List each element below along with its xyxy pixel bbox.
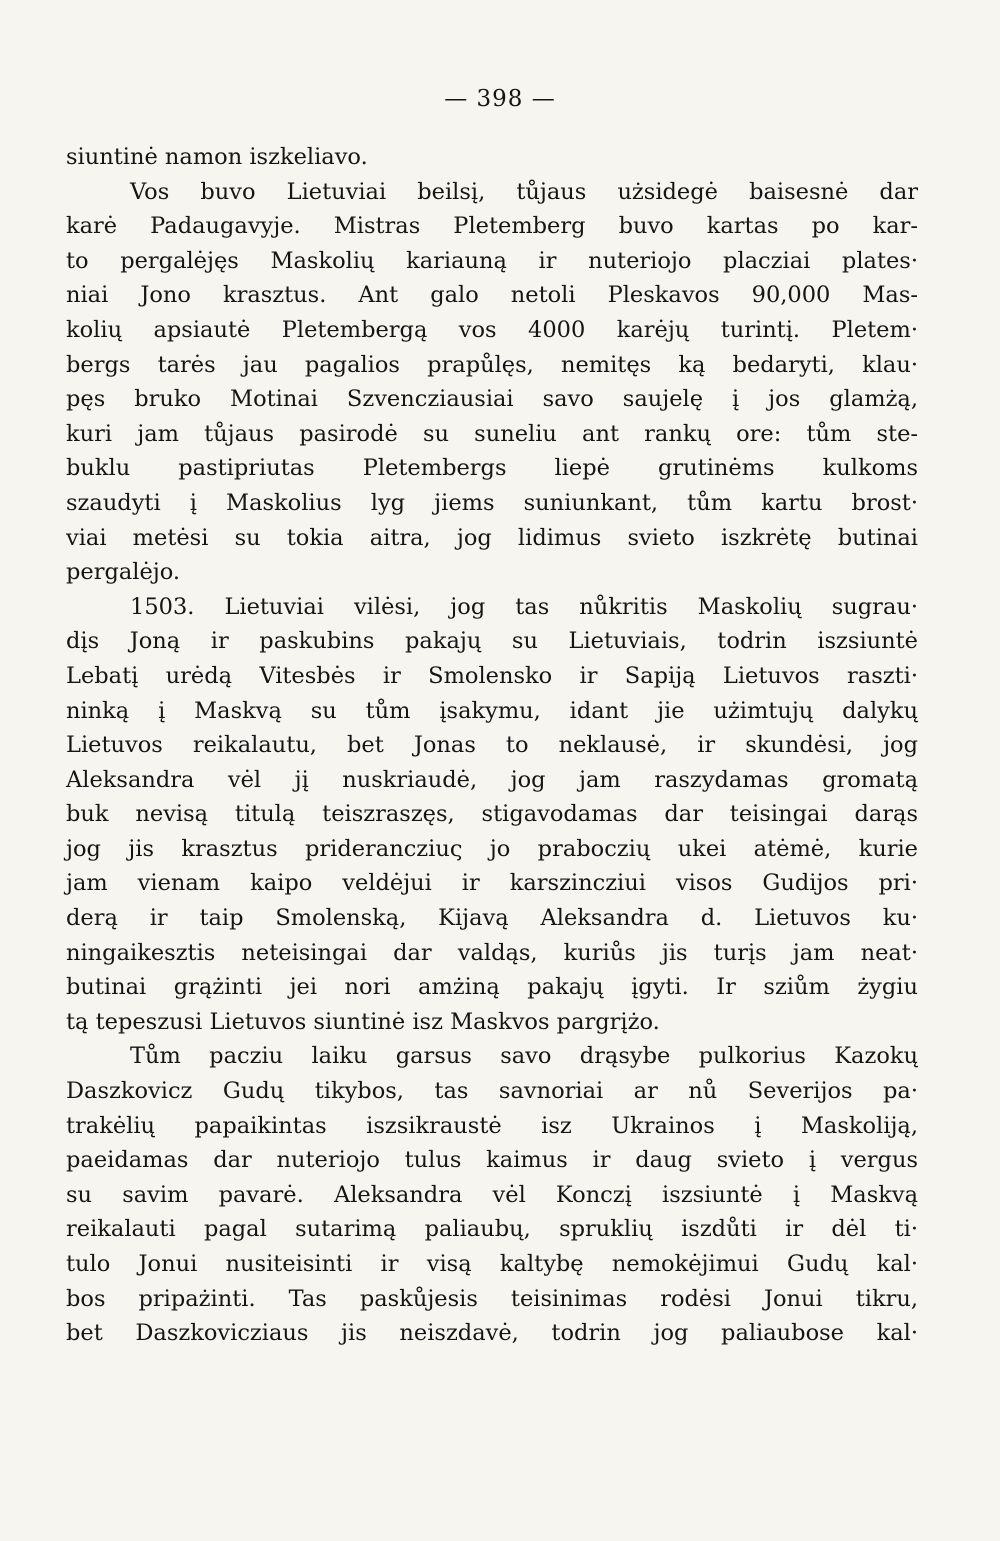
body-text <box>66 140 918 1351</box>
text-line: kuri jam tůjaus pasirodė su suneliu ant rankų ore: tům ste- <box>66 420 918 447</box>
text-line: Daszkovicz Gudų tikybos, tas savnoriai ar nů Severijos pa· <box>66 1078 918 1105</box>
text-line: karė Padaugavyje. Mistras Pletemberg buvo kartas po kar- <box>66 213 918 240</box>
text-line: trakėlių papaikintas iszsikraustė isz Ukrainos į Maskoliją, <box>66 1112 918 1139</box>
text-line: 1503. Lietuviai vilėsi, jog tas nůkritis Maskolių sugrau· <box>130 593 918 620</box>
text-line: Vos buvo Lietuviai beilsį, tůjaus użsidegė baisesnė dar <box>130 178 918 205</box>
text-line: su savim pavarė. Aleksandra vėl Konczį iszsiuntė į Maskvą <box>66 1181 918 1208</box>
text-line: kolių apsiautė Pletembergą vos 4000 karėjų turintį. Pletem· <box>66 316 918 343</box>
text-line: to pergalėjęs Maskolių kariauną ir nuteriojo placziai plates· <box>66 247 918 274</box>
text-line: Lietuvos reikalautu, bet Jonas to neklausė, ir skundėsi, jog <box>66 732 918 759</box>
text-line: siuntinė namon iszkeliavo. <box>66 144 368 170</box>
text-line: butinai grążinti jei nori amżiną pakajų įgyti. Ir sziům żygiu <box>66 974 918 1001</box>
text-line: paeidamas dar nuteriojo tulus kaimus ir daug svieto į vergus <box>66 1147 918 1174</box>
text-line: bergs tarės jau pagalios prapůlęs, nemitęs ką bedaryti, klau· <box>66 351 918 378</box>
text-line: pergalėjo. <box>66 559 181 586</box>
text-line: ninką į Maskvą su tům įsakymu, idant jie użimtujų dalykų <box>66 697 918 724</box>
text-line: derą ir taip Smolenską, Kijavą Aleksandra d. Lietuvos ku· <box>66 905 918 932</box>
text-line: jog jis krasztus priderancziuς jo praboczių ukei atėmė, kurie <box>66 835 918 862</box>
text-line: reikalauti pagal sutarimą paliaubų, spruklių iszdůti ir dėl ti· <box>66 1216 918 1243</box>
text-line: ningaikesztis neteisingai dar valdąs, kuriůs jis turįs jam neat· <box>66 939 918 966</box>
text-line: bet Daszkovicziaus jis neiszdavė, todrin jog paliaubose kal· <box>66 1320 918 1347</box>
text-line: pęs bruko Motinai Szvencziausiai savo saujelę į jos glamżą, <box>66 386 918 413</box>
page-number: — 398 — <box>444 86 556 112</box>
text-line: tulo Jonui nusiteisinti ir visą kaltybę nemokėjimui Gudų kal· <box>66 1251 918 1277</box>
text-line: szaudyti į Maskolius lyg jiems suniunkant, tům kartu brost· <box>66 489 918 516</box>
text-line: niai Jono krasztus. Ant galo netoli Pleskavos 90,000 Mas- <box>66 282 918 309</box>
text-line: Aleksandra vėl jį nuskriaudė, jog jam raszydamas gromatą <box>66 766 918 793</box>
text-line: jam vienam kaipo veldėjui ir karszincziui visos Gudijos pri· <box>66 870 918 897</box>
text-line: viai metėsi su tokia aitra, jog lidimus svieto iszkrėtę butinai <box>66 524 918 551</box>
text-line: Tům pacziu laiku garsus savo drąsybe pulkorius Kazokų <box>130 1043 918 1070</box>
text-line: tą tepeszusi Lietuvos siuntinė isz Maskvos pargrįżo. <box>66 1008 660 1035</box>
text-line: buk nevisą titulą teiszraszęs, stigavodamas dar teisingai darąs <box>66 801 918 828</box>
text-line: bos pripażinti. Tas paskůjesis teisinimas rodėsi Jonui tikru, <box>66 1285 918 1312</box>
text-line: Lebatį urėdą Vitesbės ir Smolensko ir Sapiją Lietuvos raszti· <box>66 662 918 689</box>
text-line: buklu pastipriutas Pletembergs liepė grutinėms kulkoms <box>66 455 918 482</box>
text-line: dįs Joną ir paskubins pakajų su Lietuviais, todrin iszsiuntė <box>66 628 918 655</box>
